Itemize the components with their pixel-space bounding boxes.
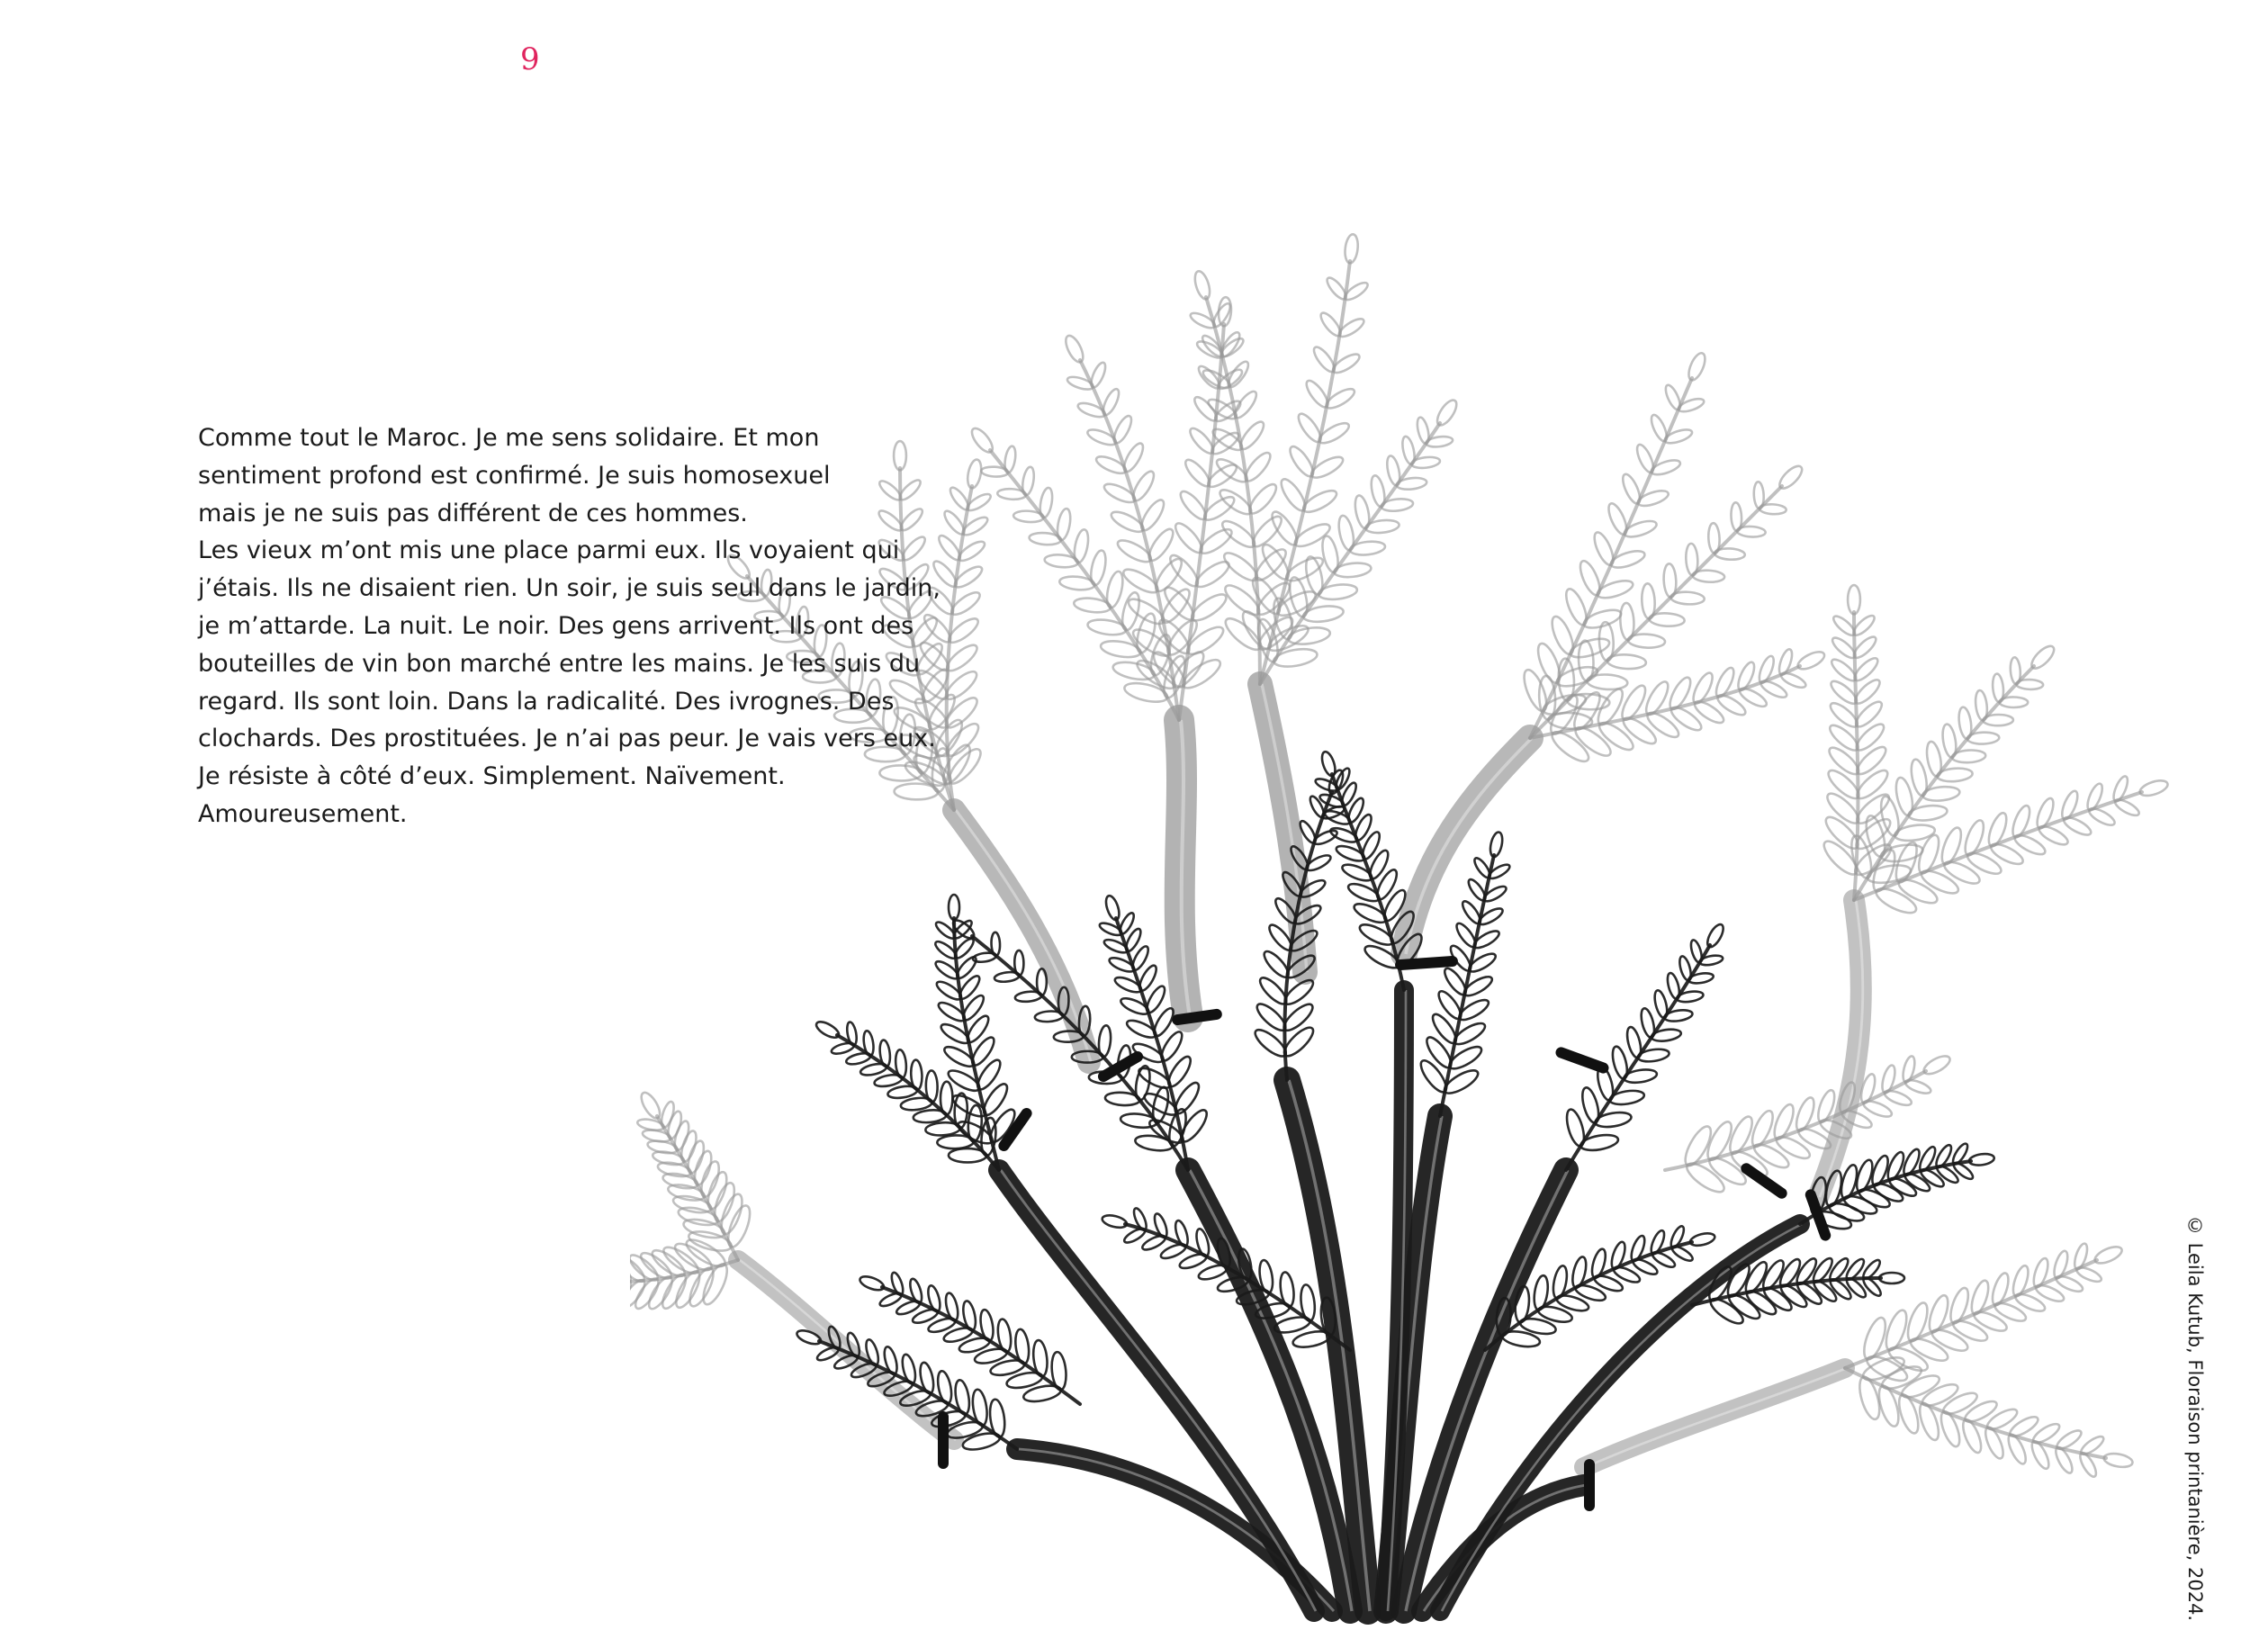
tip-leaf [1705,922,1726,949]
leaf [1120,590,1143,632]
stem-texture [740,1260,956,1440]
leaf [1692,570,1724,583]
tip-leaf [1101,1213,1128,1229]
leaf [1352,900,1389,926]
leaf [1130,469,1157,504]
leaf [1088,549,1108,586]
leaf [1328,825,1358,845]
leaf [1111,414,1134,446]
leaf [1619,603,1634,641]
leaf [1968,1279,1992,1317]
leaf [974,1057,1004,1093]
tip-leaf [1968,1152,1994,1166]
leaf [1150,1085,1171,1124]
tip-leaf [814,1019,841,1040]
leaf [2010,804,2033,840]
leaf [1947,1286,1971,1326]
leaf [1360,830,1383,861]
leaf [1714,548,1745,561]
leaf [1938,825,1965,867]
leaf [1620,714,1660,748]
leaf [2011,1264,2031,1298]
leaf [1967,732,2000,744]
leaf [1357,921,1396,949]
leaf [1950,1317,1990,1345]
leaf [1777,648,1795,677]
leaf [1623,518,1659,540]
tip-leaf [859,1274,886,1292]
leaf [1037,968,1047,995]
leaf [1650,457,1682,477]
leaf [1965,849,2003,878]
plant-stem [1818,900,1861,1197]
leaf [1242,449,1274,484]
plant-stem [1260,684,1305,972]
leaf [659,1101,676,1130]
leaf [1793,1095,1817,1133]
leaf [1335,843,1366,864]
text-line: Comme tout le Maroc. Je me sens solidaire. Et mon [198,424,820,452]
text-line: mais je ne suis pas différent de ces hommes. [198,499,748,527]
leaf [1962,1398,1999,1426]
tip-leaf [2103,1452,2134,1469]
leaf [1895,875,1940,907]
leaf [1237,419,1267,453]
leaf [1120,441,1147,474]
leaf [1119,995,1150,1018]
tip-leaf [1344,233,1359,264]
leaf [1072,528,1091,563]
tip-leaf [1489,831,1505,858]
text-line: j’étais. Ils ne disaient rien. Un soir, je suis seul dans le jardin, [198,574,940,603]
leaf [1930,1326,1971,1355]
leaf [683,1235,729,1271]
leaf [1373,867,1400,902]
leaf [2062,815,2093,839]
leaf [1076,401,1107,420]
leaf [1596,718,1637,754]
leaf [1340,861,1373,884]
leaf [1779,671,1808,690]
text-line: Je résiste à côté d’eux. Simplement. Naïvement. [198,762,786,791]
leaf [2074,1265,2103,1284]
leaf [1983,715,2013,726]
tip-leaf [1686,351,1708,383]
tip-leaf [2028,643,2057,672]
leaf [1122,680,1168,705]
leaf [964,1013,992,1045]
leaf [1904,1301,1931,1344]
leaf [1109,508,1146,536]
leaf [1919,1166,1947,1189]
leaf [1056,508,1073,541]
text-line: je m’attarde. La nuit. Le noir. Des gens arrivent. Ils ont des [198,611,914,640]
leaf [949,1148,986,1163]
leaf [1021,466,1036,496]
tip-leaf [638,1090,663,1121]
leaf [1972,1309,2010,1335]
text-line: sentiment profond est confirmé. Je suis homosexuel [198,461,831,490]
leaf [968,1034,997,1068]
tip-leaf [1192,269,1213,301]
leaf [1088,361,1108,390]
leaf [1982,1425,2006,1461]
leaf [991,932,1000,956]
leaf [1366,848,1391,881]
leaf [2034,797,2056,831]
tip-leaf [1434,397,1460,428]
leaf [1138,497,1167,534]
tip-leaf [1879,1273,1904,1283]
leaf [1094,454,1129,477]
leaf [1751,1140,1792,1172]
leaf [940,1082,953,1115]
leaf [1102,481,1138,506]
leaf [1104,570,1126,608]
leaf [1085,427,1118,448]
leaf [1940,1389,1979,1418]
leaf [1097,1025,1112,1058]
leaf [1904,1077,1932,1095]
plant-stem [1017,1449,1332,1611]
leaf [698,1261,732,1308]
leaf [2031,1256,2051,1289]
leaf [1692,698,1727,726]
leaf [1961,818,1987,858]
image-credit [2171,1215,2221,1622]
leaf [2113,797,2141,818]
graft-ring [1584,1459,1595,1511]
leaf [1926,1293,1952,1335]
leaf [1649,612,1685,626]
leaf [1882,1308,1911,1353]
leaf [1609,548,1647,572]
leaf [2000,697,2029,707]
leaf [1899,1372,1942,1402]
tip-leaf [1776,463,1805,492]
stem-texture [1019,1449,1334,1611]
graft-ring [938,1411,949,1469]
plant-stem [1404,738,1530,954]
leaf [1770,1102,1797,1141]
leaf [1607,653,1647,670]
leaf [1683,1158,1728,1196]
text-line: clochards. Des prostituées. Je n’ai pas peur. Je vais vers eux. [198,725,936,753]
leaf [910,1059,922,1090]
leaf [1920,1381,1961,1410]
leaf [2059,789,2081,822]
leaf [1861,1098,1894,1120]
leaf [1628,634,1666,649]
leaf [2005,1432,2030,1466]
graft-ring [1554,1046,1610,1075]
leaf [1883,1088,1913,1108]
leaf [925,1070,937,1102]
leaf [1145,526,1177,563]
leaf [1353,813,1374,842]
leaf [1737,526,1766,537]
tip-leaf [2092,1244,2124,1267]
leaf [1670,1244,1695,1264]
leaf [1941,858,1982,887]
leaf [1644,708,1682,741]
leaf [1959,1418,1984,1455]
tip-leaf [1319,750,1337,777]
leaf [1919,867,1961,898]
leaf [1152,555,1186,595]
leaf [1014,950,1024,976]
credit-text: © Leila Kutub, Floraison printanière, 2024. [2184,1215,2206,1622]
leaf [1689,671,1715,706]
leaf [1668,704,1704,734]
text-line: bouteilles de vin bon marché entre les mains. Je les suis du [198,649,921,678]
leaf [1886,1343,1931,1375]
leaf [1125,1017,1158,1040]
leaf [1578,640,1595,681]
leaf [1774,1133,1813,1163]
leaf [1113,975,1143,995]
tip-leaf [1922,1052,1953,1077]
leaf [1713,665,1737,698]
page-number: 9 [520,41,540,77]
leaf [1908,1335,1951,1365]
leaf [1569,635,1612,662]
leaf [1938,1409,1964,1449]
leaf [1873,884,1920,917]
leaf [1735,660,1758,692]
leaf [1748,1108,1777,1149]
text-line: Amoureusement. [198,799,408,828]
leaf [1100,387,1121,417]
leaf [2087,806,2117,828]
leaf [1598,622,1615,662]
leaf [1587,673,1628,690]
leaf [1985,811,2010,849]
leaf [1346,880,1382,905]
body-paragraph [198,419,1008,833]
leaf [1796,1125,1833,1152]
text-line: Les vieux m’ont mis une place parmi eux. Ils voyaient qui [198,536,900,565]
leaf [1989,1271,2012,1307]
leaf [2016,680,2043,690]
leaf [1859,1315,1889,1362]
leaf [1916,1401,1942,1443]
leaf [1670,591,1705,606]
leaf [1039,487,1055,518]
tip-leaf [1689,1231,1716,1247]
tip-leaf [2138,778,2170,798]
tip-leaf [1062,333,1086,365]
tip-leaf [1848,585,1860,614]
leaf [1636,488,1670,509]
tip-leaf [1796,648,1827,672]
leaf [1993,1300,2029,1325]
leaf [1757,654,1777,685]
leaf [1136,1065,1173,1092]
tip-leaf [949,895,959,920]
leaf [1582,607,1624,632]
leaf [1596,577,1635,601]
leaf [1760,504,1786,515]
leaf [1231,389,1260,421]
plant-illustration [630,198,2250,1630]
tip-leaf [1103,894,1121,921]
text-line: regard. Ils sont loin. Dans la radicalité. Des ivrognes. Des [198,687,895,716]
